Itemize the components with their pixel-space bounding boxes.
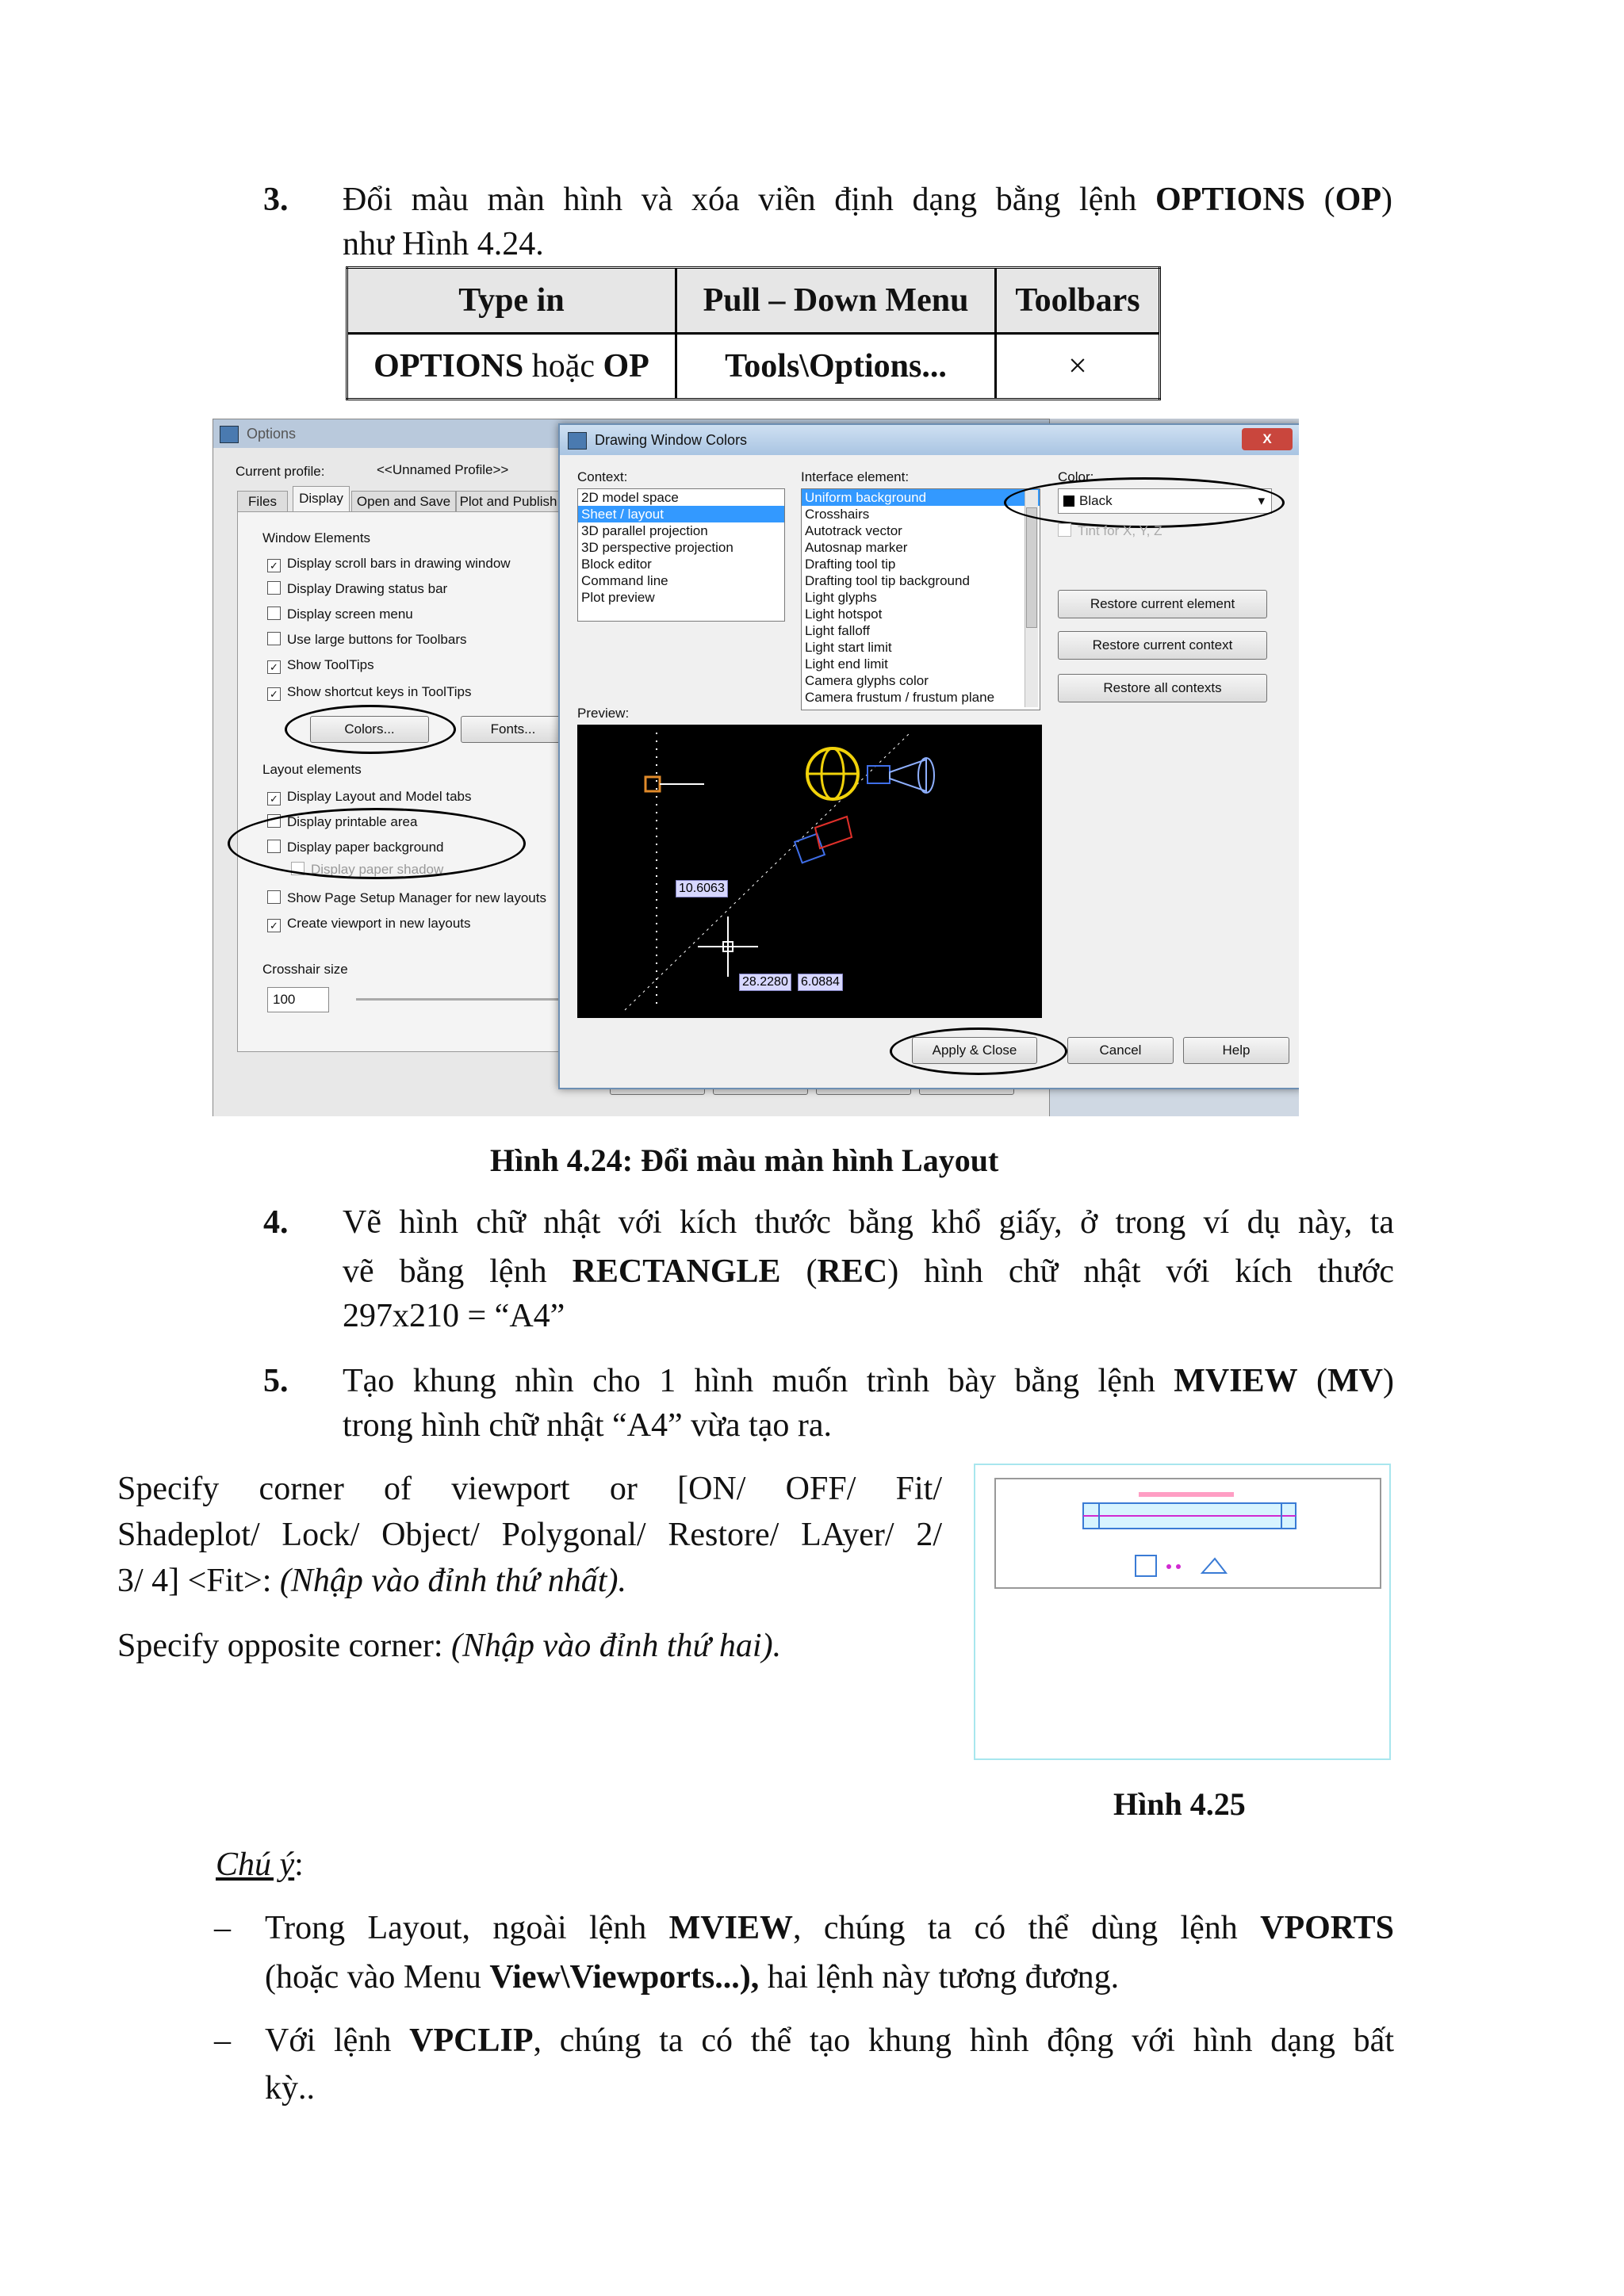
prompt-hint-2: (Nhập vào đỉnh thứ hai). xyxy=(451,1628,782,1664)
figure-4-25 xyxy=(974,1464,1391,1760)
vpclip-command: VPCLIP xyxy=(409,2022,534,2059)
dialog-title: Drawing Window Colors xyxy=(560,425,1299,455)
context-label: Context: xyxy=(577,469,628,484)
interface-item[interactable]: Light start limit xyxy=(805,640,892,655)
interface-element-list[interactable] xyxy=(801,488,1040,710)
highlight-apply-ellipse xyxy=(890,1027,1067,1075)
fonts-button[interactable]: Fonts... xyxy=(461,716,565,743)
paren-close: ) xyxy=(1381,182,1392,218)
checkbox-icon[interactable] xyxy=(1058,523,1071,537)
colors-button[interactable]: Colors... xyxy=(310,716,429,743)
step-4-text: vẽ bằng lệnh xyxy=(343,1253,573,1290)
crosshair-slider[interactable] xyxy=(356,998,562,1001)
opt-label: Show shortcut keys in ToolTips xyxy=(287,684,472,699)
context-item[interactable]: Command line xyxy=(581,573,668,588)
opt-label: Display printable area xyxy=(287,814,418,829)
detail-dot xyxy=(1176,1564,1181,1569)
opt-label: Display paper shadow xyxy=(311,862,444,877)
detail-shape xyxy=(1202,1559,1226,1573)
figure-4-24-caption: Hình 4.24: Đổi màu màn hình Layout xyxy=(490,1142,999,1178)
bullet-1-line-1 xyxy=(265,1906,1394,1950)
opt-page-setup[interactable] xyxy=(267,890,546,906)
mv-command: MV xyxy=(1327,1363,1383,1399)
viewport-drawing xyxy=(996,1479,1380,1587)
interface-item[interactable]: Crosshairs xyxy=(805,507,870,522)
light-glyph xyxy=(645,777,660,791)
bullet-1-text: hai lệnh này tương đương. xyxy=(759,1959,1120,1996)
interface-item[interactable]: Light end limit xyxy=(805,656,888,672)
checkbox-icon[interactable] xyxy=(267,607,281,620)
checkbox-checked-icon[interactable]: ✓ xyxy=(267,919,281,932)
context-item-selected[interactable]: Sheet / layout xyxy=(578,506,784,522)
options-screenshot xyxy=(213,419,1299,1116)
context-item[interactable]: Block editor xyxy=(581,557,652,572)
header-type-in: Type in xyxy=(347,268,676,334)
paren-close: ) xyxy=(1382,1363,1394,1399)
prompt-line-2: Shadeplot/ Lock/ Object/ Polygonal/ Restore/ LAyer/ 2/ xyxy=(117,1517,942,1553)
paren-open: ( xyxy=(1305,182,1335,218)
current-profile-label: Current profile: xyxy=(236,464,325,479)
camera-body xyxy=(868,766,890,783)
opt-label: Show ToolTips xyxy=(287,657,374,672)
step-5-line-1 xyxy=(343,1359,1394,1403)
interface-item[interactable]: Camera frustum / frustum plane xyxy=(805,690,995,705)
note-colon: : xyxy=(294,1846,304,1883)
bullet-2-text: Với lệnh xyxy=(265,2022,410,2059)
bullet-dash-2: – xyxy=(214,2022,231,2059)
opt-shortcut-keys[interactable] xyxy=(267,684,471,701)
current-profile-value: <<Unnamed Profile>> xyxy=(377,462,509,477)
interface-item[interactable]: Drafting tool tip background xyxy=(805,573,970,588)
opt-scroll-bars[interactable] xyxy=(267,556,511,572)
preview-pane xyxy=(577,725,1042,1018)
context-item[interactable]: 3D parallel projection xyxy=(581,523,708,538)
step-4-line-2 xyxy=(343,1249,1394,1294)
figure-4-25-caption: Hình 4.25 xyxy=(1113,1786,1246,1822)
crosshair-size-label: Crosshair size xyxy=(262,962,348,977)
close-icon[interactable]: X xyxy=(1242,428,1293,450)
prompt-opposite-corner xyxy=(117,1624,781,1668)
scroll-thumb[interactable] xyxy=(1026,507,1037,628)
opt-large-buttons[interactable] xyxy=(267,632,466,648)
interface-item[interactable]: Drafting tool tip xyxy=(805,557,896,572)
interface-item[interactable]: Autosnap marker xyxy=(805,540,908,555)
drawing-window-colors-dialog xyxy=(558,423,1299,1089)
apply-close-button[interactable]: Apply & Close xyxy=(912,1037,1037,1064)
step-5-line-2: trong hình chữ nhật “A4” vừa tạo ra. xyxy=(343,1407,832,1444)
prompt-line-1: Specify corner of viewport or [ON/ OFF/ Fit/ xyxy=(117,1471,942,1507)
prompt-hint-1: (Nhập vào đỉnh thứ nhất). xyxy=(279,1563,626,1599)
opt-layout-tabs[interactable] xyxy=(267,789,471,806)
checkbox-checked-icon[interactable]: ✓ xyxy=(267,792,281,806)
bullet-dash-1: – xyxy=(214,1910,231,1946)
step-4-line-3: 297x210 = “A4” xyxy=(343,1298,565,1334)
detail-dot xyxy=(1166,1564,1171,1569)
prompt-fit: 3/ 4] <Fit>: xyxy=(117,1563,280,1599)
options-command: OPTIONS xyxy=(1155,182,1306,218)
preview-label: Preview: xyxy=(577,706,630,721)
opt-label: Display Drawing status bar xyxy=(287,581,448,596)
detail-box xyxy=(1136,1556,1156,1576)
cell-menu: Tools\Options... xyxy=(676,334,996,400)
cell-toolbar: × xyxy=(996,334,1160,400)
highlight-colors-ellipse xyxy=(285,705,456,754)
opt-label: Display screen menu xyxy=(287,607,413,622)
rectangle-command: RECTANGLE xyxy=(572,1253,781,1290)
checkbox-checked-icon[interactable]: ✓ xyxy=(267,687,281,701)
rec-command: REC xyxy=(817,1253,888,1290)
command-table-row xyxy=(347,334,1160,400)
layout-sheet xyxy=(994,1478,1381,1589)
context-list[interactable] xyxy=(577,488,785,622)
step-4-text-end: ) hình chữ nhật với kích thước xyxy=(887,1253,1394,1290)
bullet-2-text: , chúng ta có thể tạo khung hình động với hình dạng bất xyxy=(533,2022,1394,2059)
step-3-number: 3. xyxy=(263,182,289,218)
preview-value-1: 10.6063 xyxy=(676,880,728,897)
paren-open: ( xyxy=(780,1253,818,1290)
context-item[interactable]: Plot preview xyxy=(581,590,655,605)
op-command: OP xyxy=(1335,182,1381,218)
tab-plot-and-publish[interactable]: Plot and Publish xyxy=(456,491,561,513)
restore-element-button[interactable]: Restore current element xyxy=(1058,590,1267,618)
context-item[interactable]: 2D model space xyxy=(581,490,679,505)
interface-item[interactable]: Camera glyphs color xyxy=(805,673,929,688)
note-title-text: Chú ý xyxy=(216,1846,295,1883)
tab-open-and-save[interactable]: Open and Save xyxy=(351,491,456,513)
checkbox-icon[interactable] xyxy=(267,890,281,904)
opt-label: Create viewport in new layouts xyxy=(287,916,471,931)
tint-label: Tint for X, Y, Z xyxy=(1078,523,1162,538)
bullet-1-line-2 xyxy=(265,1955,1119,1999)
opt-label: Use large buttons for Toolbars xyxy=(287,632,467,647)
interface-item[interactable]: Light falloff xyxy=(805,623,870,638)
dialog-help-button[interactable]: Help xyxy=(1183,1037,1289,1064)
opt-create-viewport[interactable] xyxy=(267,916,471,932)
opt-label: Show Page Setup Manager for new layouts xyxy=(287,890,546,905)
crosshair-size-input[interactable]: 100 xyxy=(267,987,329,1012)
checkbox-icon[interactable] xyxy=(267,581,281,595)
step-4-number: 4. xyxy=(263,1204,289,1241)
bullet-1-text: , chúng ta có thể dùng lệnh xyxy=(792,1910,1261,1946)
tint-checkbox[interactable] xyxy=(1058,523,1162,539)
header-pull-down-menu: Pull – Down Menu xyxy=(676,268,996,334)
layout-elements-title: Layout elements xyxy=(262,762,362,777)
prompt-line-3 xyxy=(117,1559,626,1603)
color-label: Color: xyxy=(1058,469,1094,484)
interface-item[interactable]: Light glyphs xyxy=(805,590,877,605)
interface-item[interactable]: Light hotspot xyxy=(805,607,883,622)
options-title: Options xyxy=(213,419,1049,448)
bullet-2-line-1 xyxy=(265,2019,1394,2063)
checkbox-checked-icon[interactable]: ✓ xyxy=(267,559,281,572)
bullet-1-text: (hoặc vào Menu xyxy=(265,1959,490,1996)
preview-value-2: 28.2280 xyxy=(739,974,791,991)
paren-open: ( xyxy=(1297,1363,1327,1399)
tab-display[interactable]: Display xyxy=(293,486,350,512)
restore-context-button[interactable]: Restore current context xyxy=(1058,631,1267,660)
bullet-1-text: Trong Layout, ngoài lệnh xyxy=(265,1910,669,1946)
preview-value-3: 6.0884 xyxy=(798,974,843,991)
checkbox-checked-icon[interactable]: ✓ xyxy=(267,660,281,674)
step-4-line-1: Vẽ hình chữ nhật với kích thước bằng khổ giấy, ở trong ví dụ này, ta xyxy=(343,1204,1394,1241)
step-3-text: Đổi màu màn hình và xóa viền định dạng bằng lệnh xyxy=(343,182,1155,218)
interface-item[interactable]: Autotrack vector xyxy=(805,523,902,538)
opt-label: Display paper background xyxy=(287,840,444,855)
typein-or: hoặc xyxy=(523,348,603,385)
opt-screen-menu[interactable] xyxy=(267,607,413,622)
restore-all-button[interactable]: Restore all contexts xyxy=(1058,674,1267,702)
command-table-header xyxy=(347,268,1160,334)
note-title xyxy=(216,1843,304,1887)
chevron-down-icon: ▾ xyxy=(1258,493,1265,508)
mview-command: MVIEW xyxy=(1174,1363,1298,1399)
bridge-title-mark xyxy=(1139,1492,1234,1497)
typein-options: OPTIONS xyxy=(373,348,524,385)
vports-command: VPORTS xyxy=(1260,1910,1394,1946)
opt-label: Display Layout and Model tabs xyxy=(287,789,472,804)
header-toolbars: Toolbars xyxy=(996,268,1160,334)
view-viewports-menu: View\Viewports...), xyxy=(489,1959,760,1996)
opt-tooltips[interactable] xyxy=(267,657,374,674)
app-icon xyxy=(220,426,239,443)
window-elements-title: Window Elements xyxy=(262,530,371,545)
dialog-app-icon xyxy=(568,432,587,450)
checkbox-icon[interactable] xyxy=(267,632,281,645)
prompt-opposite-text: Specify opposite corner: xyxy=(117,1628,452,1664)
dialog-cancel-button[interactable]: Cancel xyxy=(1067,1037,1174,1064)
step-3-line-1 xyxy=(343,178,1392,222)
bullet-2-line-2: kỳ.. xyxy=(265,2070,315,2107)
interface-item-selected[interactable]: Uniform background xyxy=(802,489,1040,506)
cell-type-in xyxy=(347,334,676,400)
typein-op: OP xyxy=(603,348,649,385)
step-3-line-2: như Hình 4.24. xyxy=(343,226,544,262)
interface-element-label: Interface element: xyxy=(801,469,910,484)
opt-status-bar[interactable] xyxy=(267,581,447,597)
highlight-layout-ellipse xyxy=(228,808,526,879)
command-table xyxy=(346,266,1161,400)
mview-command: MVIEW xyxy=(668,1910,793,1946)
step-5-text: Tạo khung nhìn cho 1 hình muốn trình bày bằng lệnh xyxy=(343,1363,1174,1399)
context-item[interactable]: 3D perspective projection xyxy=(581,540,733,555)
highlight-color-ellipse xyxy=(1004,477,1285,528)
opt-label: Display scroll bars in drawing window xyxy=(287,556,511,571)
color-value: Black xyxy=(1079,493,1113,508)
step-5-number: 5. xyxy=(263,1363,289,1399)
tab-files[interactable]: Files xyxy=(237,491,288,513)
